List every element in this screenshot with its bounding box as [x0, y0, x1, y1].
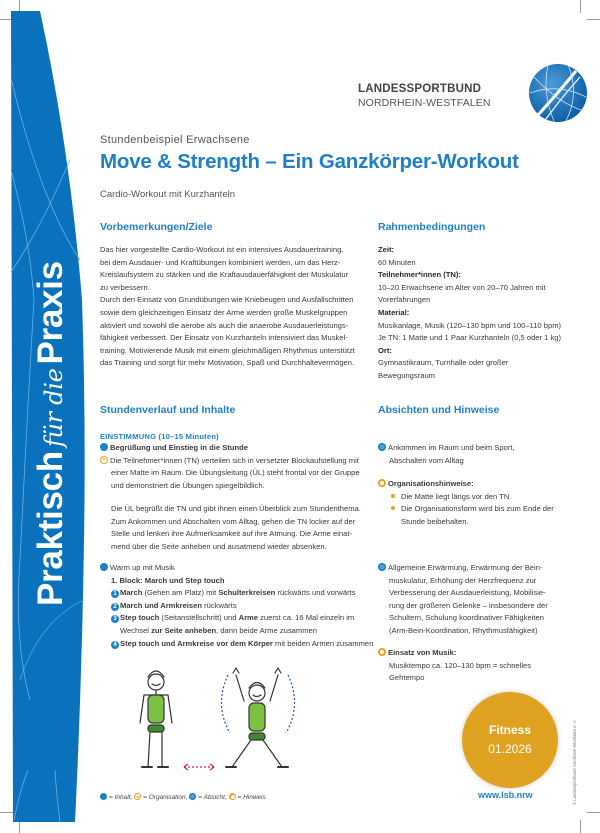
item1 [100, 442, 370, 492]
text-line: Kreislaufsystem zu stärken und die Kraftausdauerfähigkeit der Muskulatur [100, 270, 349, 280]
text-line: aktiviert und sowohl die aerobe als auch die anaerobe Ausdauerleistungs- [100, 320, 349, 330]
zeit-label: Zeit: [378, 245, 395, 254]
step-text: rückwärts und vorwärts [275, 588, 356, 598]
step-text: Wechsel [120, 625, 152, 635]
step-bold: zur Seite anheben [151, 625, 217, 635]
legend-hinweis: = Hinweis [237, 794, 266, 801]
material-value: Je TN: 1 Matte und 1 Paar Kurzhanteln (0,5 oder 1 kg) [378, 333, 562, 343]
step-bold: March und Armkreisen [120, 600, 203, 610]
absicht-icon [378, 443, 386, 451]
absicht-1 [378, 442, 578, 467]
text-line: Die ÜL begrüßt die TN und gibt ihnen einen Überblick zum Stundenthema. [111, 504, 361, 513]
rahmen-text [378, 244, 578, 383]
text-line: mend über die Seite anheben und ausatmend wieder absenken. [111, 541, 327, 551]
item2-title: Warm up mit Musik [110, 563, 175, 572]
arc-arrow-left [221, 675, 230, 733]
text-line: muskulatur, Erhöhung der Herzfrequenz zur [389, 575, 537, 585]
text-line: (Arm-Bein-Koordination, Rhythmusfähigkeit) [389, 625, 538, 635]
item2 [100, 562, 375, 650]
text-line: training. Motivierende Musik mit einem gleichmäßigen Rhythmus unterstützt [100, 345, 355, 355]
step-bold: Step touch [120, 613, 160, 623]
legend-inhalt: = Inhalt, [109, 794, 133, 801]
text-line: Musiktempo ca. 120–130 bpm = schnelles [389, 660, 532, 670]
sidebar-title [33, 261, 68, 606]
vorbemerkungen-text [100, 244, 362, 370]
item1-org: einer Matte im Raum. Die Übungsleitung (ÜL) steht frontal vor der Gruppe [111, 468, 360, 478]
kicker: Stundenbeispiel Erwachsene [100, 134, 250, 146]
absicht-icon [378, 563, 386, 571]
text-line: Das hier vorgestellte Cardio-Workout ist ein intensives Ausdauertraining, [100, 245, 344, 254]
step-bold: Schulterkreisen [218, 588, 276, 598]
legend-absicht: = Absicht, [198, 794, 227, 801]
musik-hinweis [378, 647, 578, 685]
step-text: , dann beide Arme zusammen [216, 625, 317, 635]
step-text: mit beiden Armen zusammen [272, 638, 374, 648]
badge-date: 01.2026 [488, 742, 532, 756]
text-line: Ankommen im Raum und beim Sport, [388, 443, 515, 452]
material-label: Material: [378, 307, 410, 317]
hinweis-icon [229, 793, 236, 800]
category-badge [462, 692, 558, 788]
text-line: Durch den Einsatz von Grundübungen wie Kniebeugen und Ausfallschritten [100, 295, 354, 305]
crop-mark [580, 0, 581, 13]
crop-mark [580, 820, 581, 833]
tn-label: Teilnehmer*innen (TN): [378, 270, 461, 280]
sidebar-title-part3: Praxis [31, 261, 70, 365]
step-number-icon: 4 [111, 641, 119, 649]
text-line: Zum Ankommen und Abschalten vom Alltag, gehen die TN locker auf der [111, 516, 356, 526]
website-link[interactable]: www.lsb.nrw [478, 790, 533, 800]
page-title: Move & Strength – Ein Ganzkörper-Workout [100, 150, 519, 173]
step-bold: Step touch und Armkreise vor dem Körper [120, 638, 273, 648]
step-bold: March [120, 588, 143, 598]
inhalt-icon [100, 443, 108, 451]
ort-value: Bewegungsraum [378, 370, 435, 380]
org-item: Stunde beibehalten. [401, 516, 469, 526]
step-bold: Arme [238, 613, 259, 623]
globe-icon [528, 63, 588, 123]
inhalt-icon [100, 563, 108, 571]
text-line: Schultern, Schulung koordinativer Fähigkeiten [389, 613, 544, 623]
step-text: (Gehen am Platz) mit [142, 588, 219, 598]
arc-arrow-right [286, 675, 295, 733]
sidebar-title-part2: für die [40, 368, 68, 448]
text-line: Abschalten vom Alltag [389, 455, 464, 465]
absicht-icon [189, 793, 196, 800]
vorbemerkungen-heading: Vorbemerkungen/Ziele [100, 221, 213, 233]
tn-value: 10–20 Erwachsene im Alter von 20–70 Jahren mit [378, 282, 546, 292]
org-label: Organisationshinweise: [388, 479, 474, 488]
exercise-illustration [118, 655, 318, 775]
verlauf-heading: Stundenverlauf und Inhalte [100, 404, 236, 416]
block1-title: 1. Block: March und Step touch [111, 575, 225, 585]
text-line: fähigkeit verbessert. Der Einsatz von Kurzhanteln intensiviert das Muskel- [100, 333, 348, 343]
bullet-icon [391, 506, 395, 510]
phase-heading: EINSTIMMUNG (10–15 Minuten) [100, 432, 219, 441]
organisationshinweise [378, 478, 578, 528]
text-line: Gehtempo [389, 673, 425, 683]
org-item: Die Organisationsform wird bis zum Ende der [401, 504, 554, 514]
text-line: das Training und sorgt für mehr Motivation, Spaß und Durchhaltevermögen. [100, 358, 355, 368]
organisation-icon [100, 456, 108, 464]
org-item: Die Matte liegt längs vor den TN. [401, 491, 512, 501]
logo [358, 55, 578, 125]
logo-line1: LANDESSPORTBUND [358, 83, 482, 95]
crop-mark [587, 19, 600, 20]
logo-line2: NORDRHEIN-WESTFALEN [358, 97, 491, 109]
hinweis-icon [378, 479, 386, 487]
text-line: rung der größeren Gelenke – insbesondere der [389, 600, 548, 610]
rahmen-heading: Rahmenbedingungen [378, 221, 486, 233]
figure-standing [140, 671, 172, 767]
sidebar-band [0, 0, 90, 833]
crop-mark [587, 812, 600, 813]
text-line: bei dem Ausdauer- und Kraftübungen kombiniert werden, um das Herz- [100, 257, 341, 267]
step-number-icon: 3 [111, 615, 119, 623]
material-value: Musikanlage, Musik (120–130 bpm und 100–110 bpm) [378, 320, 562, 330]
step-number-icon: 1 [111, 590, 119, 598]
text-line: sowie dem gleichzeitigen Einsatz der Arme werden große Muskelgruppen [100, 307, 348, 317]
text-line: zu verbessern. [100, 282, 150, 292]
text-line: Allgemeine Erwärmung, Erwärmung der Bein- [388, 563, 543, 572]
sidebar-title-part1: Praktisch [31, 451, 70, 606]
page-subtitle: Cardio-Workout mit Kurzhanteln [100, 189, 235, 200]
step-text: (Seitanstellschritt) und [159, 613, 239, 623]
inhalt-icon [100, 793, 107, 800]
legend-organisation: = Organisation, [143, 794, 188, 801]
tn-value: Vorerfahrungen [378, 295, 431, 305]
step-text: zuerst ca. 16 Mal einzeln im [258, 613, 355, 623]
step-text: rückwärts [202, 600, 237, 610]
hinweis-icon [378, 648, 386, 656]
text-line: Verbesserung der Ausdauerleistung, Mobilisie- [389, 588, 546, 598]
text-line: Stelle und lenken ihre Aufmerksamkeit auf ihre Atmung. Die Arme einat- [111, 529, 353, 539]
absichten-heading: Absichten und Hinweise [378, 404, 500, 416]
musik-label: Einsatz von Musik: [388, 648, 457, 657]
zeit-value: 60 Minuten [378, 257, 416, 267]
badge-category: Fitness [488, 723, 531, 737]
figure-arms-up [226, 668, 288, 767]
ort-value: Gymnastikraum, Turnhalle oder großer [378, 358, 509, 368]
item1-paragraph [100, 503, 370, 553]
absicht-2 [378, 562, 578, 638]
item1-org: Die Teilnehmer*innen (TN) verteilen sich in versetzter Blockaufstellung mit [110, 455, 359, 465]
organisation-icon [134, 793, 141, 800]
legend [100, 793, 266, 801]
ort-label: Ort: [378, 345, 392, 355]
step-number-icon: 2 [111, 603, 119, 611]
item1-title: Begrüßung und Einstieg in die Stunde [110, 443, 248, 452]
item1-org: und demonstriert die Übungen spiegelbildlich. [111, 480, 265, 490]
bullet-icon [391, 494, 395, 498]
copyright: © Landessportbund Nordrhein-Westfalen e. V. [572, 719, 577, 805]
